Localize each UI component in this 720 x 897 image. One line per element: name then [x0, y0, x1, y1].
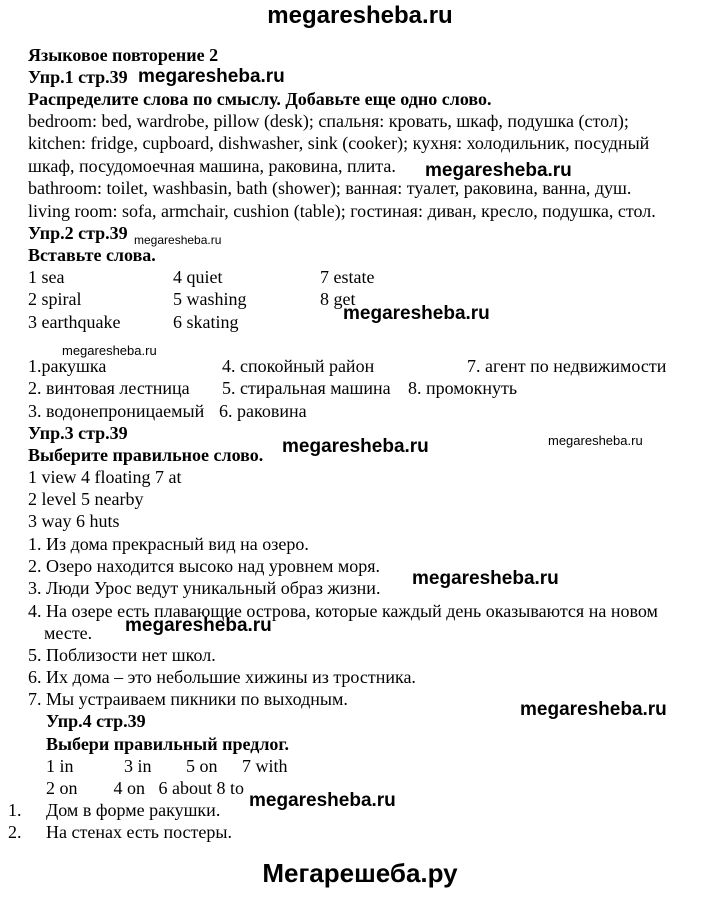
- ex2-title: Упр.2 стр.39: [28, 223, 128, 243]
- inline-watermark: megaresheba.ru: [425, 160, 572, 181]
- ex3-sentence: 7. Мы устраиваем пикники по выходным.: [28, 689, 348, 709]
- ex2-answer: 6 skating: [173, 312, 239, 332]
- ex2-translation: 6. раковина: [219, 401, 307, 421]
- ex2-answer: 7 estate: [320, 267, 375, 287]
- ex2-translation: 1.ракушка: [28, 356, 107, 376]
- ex4-answer: 2 on 4 on 6 about 8 to: [46, 778, 244, 798]
- ex2-answer: 8 get: [320, 289, 356, 309]
- ex3-sentence: 1. Из дома прекрасный вид на озеро.: [28, 534, 309, 554]
- ex1-line: kitchen: fridge, cupboard, dishwasher, sink (cooker); кухня: холодильник, посудный: [28, 133, 650, 153]
- inline-watermark: megaresheba.ru: [249, 790, 396, 811]
- inline-watermark: megaresheba.ru: [520, 699, 667, 720]
- ex4-answer: 3 in: [124, 756, 152, 776]
- ex3-task: Выберите правильное слово.: [28, 445, 264, 465]
- ex1-title: Упр.1 стр.39: [28, 67, 128, 87]
- footer-watermark: Мегарешеба.ру: [262, 858, 458, 888]
- ex2-answer: 4 quiet: [173, 267, 223, 287]
- inline-watermark: megaresheba.ru: [343, 303, 490, 324]
- ex4-answer: 1 in: [46, 756, 74, 776]
- section-title: Языковое повторение 2: [28, 45, 219, 65]
- ex2-answer: 2 spiral: [28, 289, 82, 309]
- ex2-answer: 3 earthquake: [28, 312, 121, 332]
- ex2-translation: 8. промокнуть: [408, 378, 518, 398]
- ex3-sentence: 4. На озере есть плавающие острова, которые каждый день оказываются на новом: [28, 601, 658, 621]
- ex2-task: Вставьте слова.: [28, 245, 156, 265]
- ex3-sentence: 5. Поблизости нет школ.: [28, 645, 216, 665]
- inline-watermark: megaresheba.ru: [138, 66, 285, 87]
- ex3-answer: 2 level 5 nearby: [28, 489, 144, 509]
- ex3-sentence: месте.: [44, 623, 93, 643]
- inline-watermark: megaresheba.ru: [134, 233, 222, 247]
- ex4-answer: 7 with: [242, 756, 288, 776]
- ex4-title: Упр.4 стр.39: [46, 711, 146, 731]
- ex4-number: 1.: [8, 800, 22, 820]
- ex3-answer: 1 view 4 floating 7 at: [28, 467, 182, 487]
- ex3-sentence: 6. Их дома – это небольшие хижины из тростника.: [28, 667, 416, 687]
- ex2-translation: 4. спокойный район: [222, 356, 375, 376]
- ex2-translation: 3. водонепроницаемый: [28, 401, 205, 421]
- ex4-task: Выбери правильный предлог.: [46, 734, 290, 754]
- ex1-task: Распределите слова по смыслу. Добавьте еще одно слово.: [28, 89, 492, 109]
- ex3-sentence: 3. Люди Урос ведут уникальный образ жизни.: [28, 578, 381, 598]
- ex1-line: bedroom: bed, wardrobe, pillow (desk); спальня: кровать, шкаф, подушка (стол);: [28, 111, 629, 131]
- inline-watermark: megaresheba.ru: [62, 343, 157, 358]
- ex3-sentence: 2. Озеро находится высоко над уровнем моря.: [28, 556, 381, 576]
- ex2-answer: 1 sea: [28, 267, 65, 287]
- inline-watermark: megaresheba.ru: [125, 615, 272, 636]
- ex3-answer: 3 way 6 huts: [28, 511, 120, 531]
- ex2-translation: 2. винтовая лестница: [28, 378, 190, 398]
- ex2-translation: 5. стиральная машина: [222, 378, 391, 398]
- inline-watermark: megaresheba.ru: [412, 568, 559, 589]
- ex3-title: Упр.3 стр.39: [28, 423, 128, 443]
- inline-watermark: megaresheba.ru: [282, 436, 429, 457]
- inline-watermark: megaresheba.ru: [548, 433, 643, 448]
- ex4-answer: 5 on: [186, 756, 218, 776]
- ex1-line: bathroom: toilet, washbasin, bath (shower); ванная: туалет, раковина, ванна, душ.: [28, 178, 632, 198]
- ex1-line: living room: sofa, armchair, cushion (table); гостиная: диван, кресло, подушка, стол.: [28, 201, 656, 221]
- ex2-translation: 7. агент по недвижимости: [467, 356, 667, 376]
- ex1-line: шкаф, посудомоечная машина, раковина, плита.: [28, 156, 396, 176]
- ex4-number: 2.: [8, 822, 22, 842]
- ex4-sentence: Дом в форме ракушки.: [46, 800, 221, 820]
- ex2-answer: 5 washing: [173, 289, 247, 309]
- ex4-sentence: На стенах есть постеры.: [46, 822, 232, 842]
- header-watermark: megaresheba.ru: [267, 2, 453, 29]
